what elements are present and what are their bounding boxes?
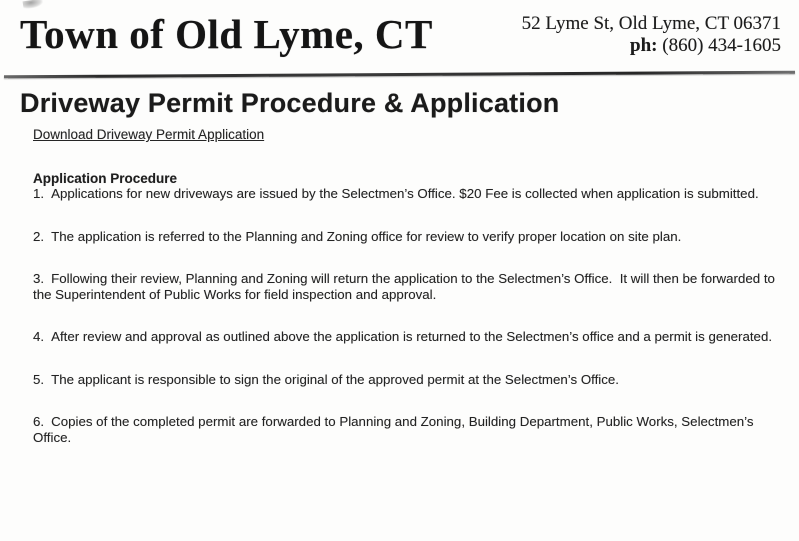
- step-text: Following their review, Planning and Zoning will return the application to the Selectmen’s Office. It will then be forwarded to the Superintendent of Public Works for field inspection and approval.: [33, 271, 779, 302]
- procedure-step-4: [33, 329, 781, 345]
- procedure-step-6: [33, 414, 781, 445]
- step-text: After review and approval as outlined above the application is returned to the Selectmen’s office and a permit is generated.: [51, 329, 773, 344]
- site-header: [0, 0, 799, 60]
- procedure-step-5: [33, 372, 781, 388]
- phone-number: (860) 434-1605: [662, 35, 781, 56]
- step-text: The application is referred to the Planning and Zoning office for review to verify proper location on site plan.: [51, 228, 682, 244]
- step-text: Applications for new driveways are issued by the Selectmen’s Office. $20 Fee is collected when application is submitted.: [51, 186, 759, 201]
- main-content: [0, 82, 799, 472]
- step-number: 6.: [33, 414, 45, 429]
- step-text: The applicant is responsible to sign the original of the approved permit at the Selectmen’s Office.: [51, 371, 619, 387]
- procedure-step-3: [33, 271, 781, 302]
- page-title: Driveway Permit Procedure & Application: [20, 88, 560, 118]
- step-number: 4.: [33, 329, 45, 344]
- header-divider: [4, 71, 795, 79]
- procedure-step-2: [33, 229, 781, 245]
- step-number: 1.: [33, 186, 45, 201]
- section-heading: Application Procedure: [33, 171, 178, 186]
- step-number: 2.: [33, 228, 45, 244]
- procedure-step-1: [33, 186, 781, 202]
- procedure-steps: [33, 186, 781, 445]
- phone-line: [522, 35, 781, 57]
- address-line: 52 Lyme St, Old Lyme, CT 06371: [521, 13, 781, 34]
- step-text: Copies of the completed permit are forwarded to Planning and Zoning, Building Department, Public Works, Selectmen’s Office.: [33, 414, 758, 445]
- step-number: 5.: [33, 371, 45, 387]
- download-permit-link[interactable]: Download Driveway Permit Application: [33, 127, 265, 142]
- town-name: Town of Old Lyme, CT: [20, 11, 433, 57]
- header-contact-block: [522, 8, 781, 57]
- step-number: 3.: [33, 271, 45, 286]
- phone-label: ph:: [630, 35, 658, 56]
